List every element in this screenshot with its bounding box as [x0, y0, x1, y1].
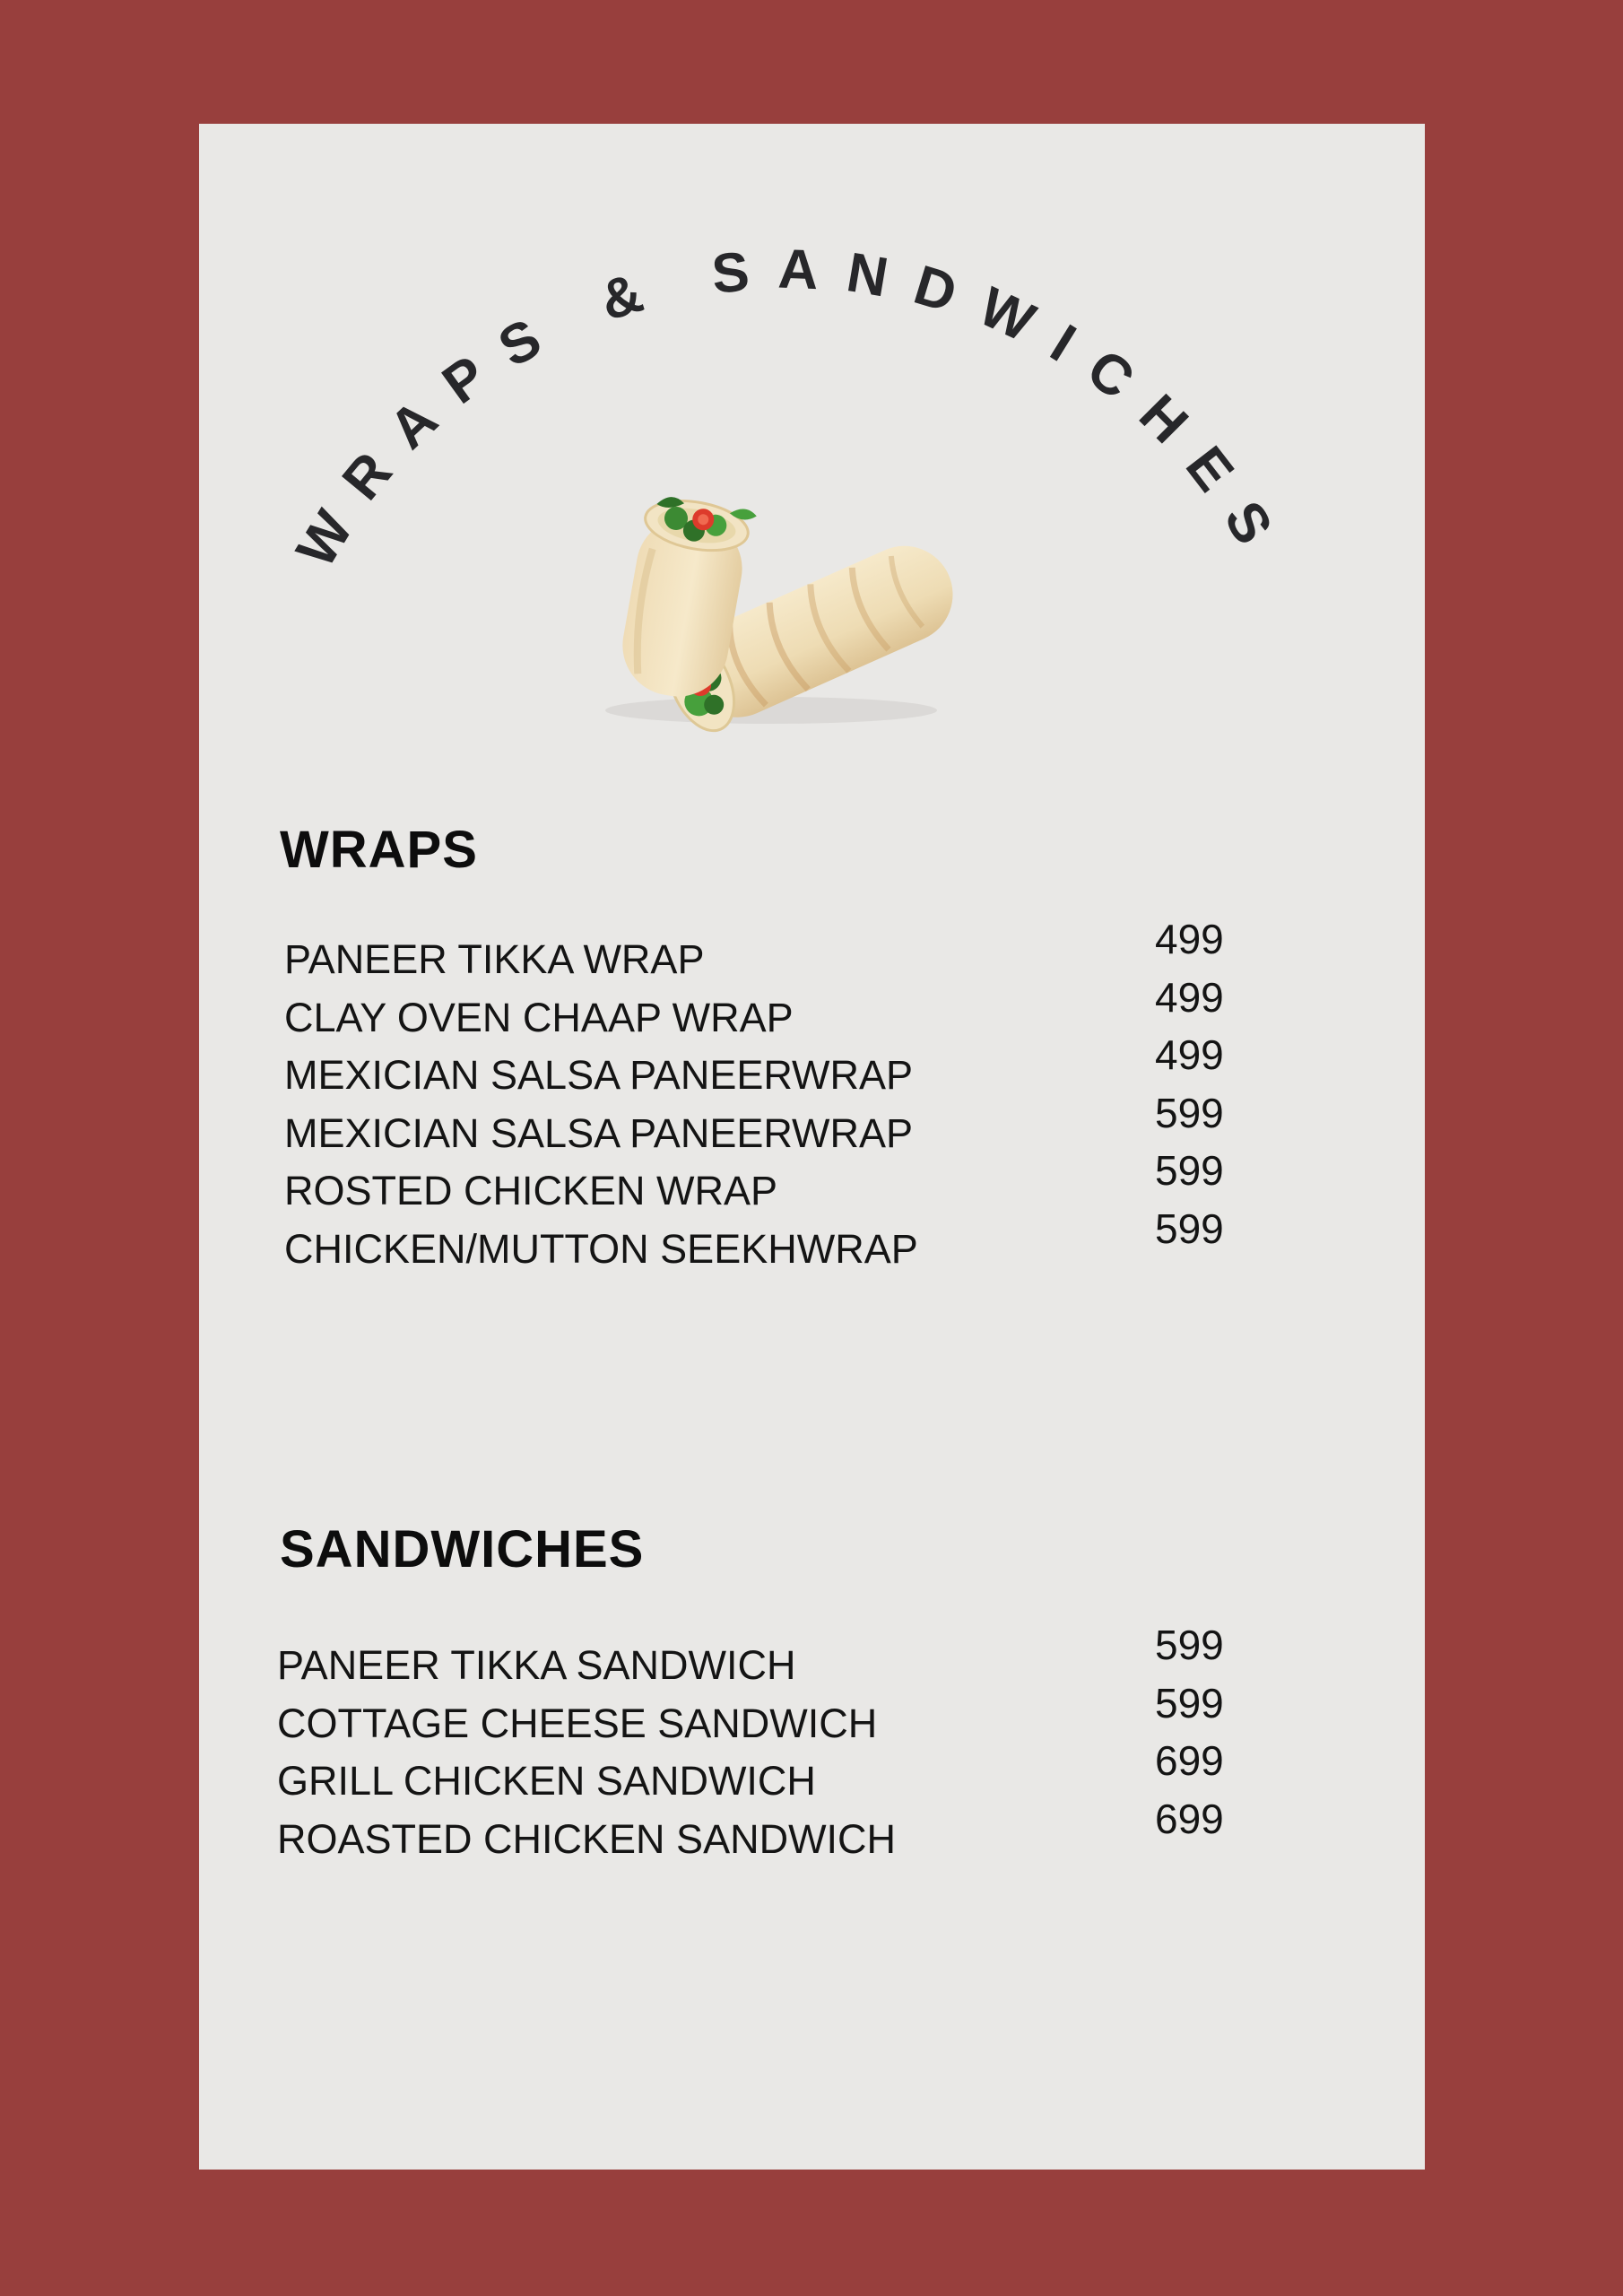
veggie-wraps-photo	[556, 475, 977, 735]
item-name: PANEER TIKKA SANDWICH	[277, 1642, 796, 1688]
wraps-item-list	[284, 916, 1342, 1279]
item-price: 499	[1155, 973, 1224, 1021]
menu-item-row	[284, 1205, 1342, 1279]
item-price: 499	[1155, 916, 1224, 962]
item-name: PANEER TIKKA WRAP	[284, 936, 705, 982]
item-price: 599	[1155, 1622, 1224, 1668]
item-name: MEXICIAN SALSA PANEERWRAP	[284, 1109, 914, 1156]
item-name: MEXICIAN SALSA PANEERWRAP	[284, 1052, 914, 1099]
section-heading-sandwiches: SANDWICHES	[280, 1520, 645, 1578]
item-name: ROASTED CHICKEN SANDWICH	[277, 1815, 897, 1862]
section-heading-wraps: WRAPS	[280, 821, 478, 879]
item-name: GRILL CHICKEN SANDWICH	[277, 1758, 816, 1805]
item-price: 699	[1155, 1795, 1224, 1842]
sandwiches-item-list	[277, 1622, 1335, 1868]
item-price: 699	[1155, 1737, 1224, 1785]
item-price: 599	[1155, 1147, 1224, 1195]
menu-item-row	[277, 1795, 1335, 1869]
item-name: COTTAGE CHEESE SANDWICH	[277, 1700, 878, 1746]
menu-card	[199, 124, 1425, 2170]
item-price: 499	[1155, 1031, 1224, 1079]
arc-title-text: WRAPS & SANDWICHES	[284, 238, 1298, 578]
item-name: CHICKEN/MUTTON SEEKHWRAP	[284, 1225, 918, 1272]
item-price: 599	[1155, 1089, 1224, 1136]
item-price: 599	[1155, 1205, 1224, 1252]
item-name: CLAY OVEN CHAAP WRAP	[284, 994, 794, 1040]
item-price: 599	[1155, 1679, 1224, 1726]
item-name: ROSTED CHICKEN WRAP	[284, 1168, 778, 1214]
